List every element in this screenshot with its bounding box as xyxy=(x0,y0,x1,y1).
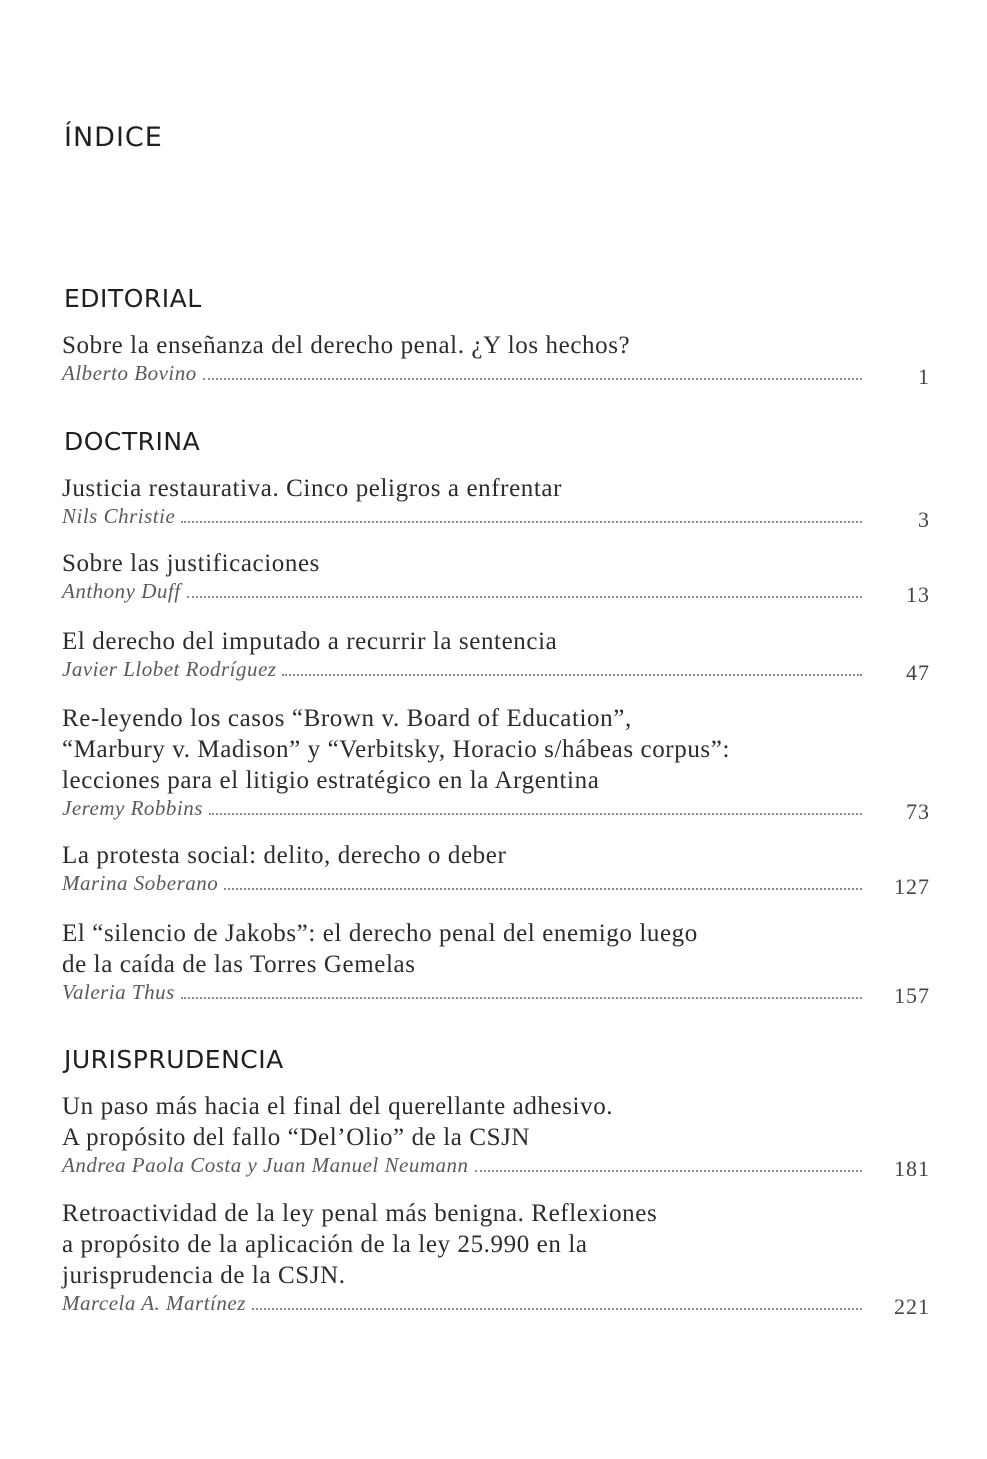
toc-entry xyxy=(62,840,930,899)
section-heading-doctrina: DOCTRINA xyxy=(64,427,201,456)
entry-page-number: 1 xyxy=(918,364,930,389)
entry-title: La protesta social: delito, derecho o deber xyxy=(62,842,507,869)
toc-entry xyxy=(62,548,930,607)
entry-author: Marcela A. Martínez xyxy=(62,1291,246,1315)
dot-leader xyxy=(181,521,862,523)
dot-leader xyxy=(475,1170,862,1172)
toc-entry xyxy=(62,1091,930,1181)
toc-entry xyxy=(62,1198,930,1319)
dot-leader xyxy=(203,378,862,380)
entry-page-number: 221 xyxy=(894,1294,930,1319)
entry-author: Nils Christie xyxy=(62,504,176,528)
entry-title: Sobre las justificaciones xyxy=(62,550,320,577)
dot-leader xyxy=(187,596,862,598)
entry-title: Re-leyendo los casos “Brown v. Board of Education”, “Marbury v. Madison” y “Verbitsky, Horacio s/hábeas corpus”: lecciones para el litigio estratégico en la Argentina xyxy=(62,705,730,794)
section-heading-jurisprudencia: JURISPRUDENCIA xyxy=(64,1045,284,1074)
toc-entry xyxy=(62,626,930,685)
entry-author: Alberto Bovino xyxy=(62,361,197,385)
entry-title: Retroactividad de la ley penal más benigna. Reflexiones a propósito de la aplicación de la ley 25.990 en la jurisprudencia de la CSJN. xyxy=(62,1200,658,1289)
entry-title: Sobre la enseñanza del derecho penal. ¿Y los hechos? xyxy=(62,332,631,359)
entry-page-number: 47 xyxy=(906,660,930,685)
toc-entry xyxy=(62,330,930,389)
entry-author: Javier Llobet Rodríguez xyxy=(62,657,277,681)
entry-title: Un paso más hacia el final del querellante adhesivo. A propósito del fallo “Del’Olio” de la CSJN xyxy=(62,1093,614,1151)
entry-page-number: 73 xyxy=(906,799,930,824)
entry-page-number: 127 xyxy=(894,874,930,899)
entry-title: Justicia restaurativa. Cinco peligros a enfrentar xyxy=(62,475,563,502)
entry-author: Anthony Duff xyxy=(62,579,181,603)
dot-leader xyxy=(252,1308,862,1310)
entry-author: Valeria Thus xyxy=(62,980,175,1004)
entry-title: El derecho del imputado a recurrir la sentencia xyxy=(62,628,558,655)
index-title: ÍNDICE xyxy=(64,122,163,153)
toc-entry xyxy=(62,918,930,1008)
toc-entry xyxy=(62,703,930,824)
entry-page-number: 181 xyxy=(894,1156,930,1181)
section-heading-editorial: EDITORIAL xyxy=(64,284,202,313)
dot-leader xyxy=(209,813,862,815)
dot-leader xyxy=(224,888,862,890)
dot-leader xyxy=(282,674,862,676)
toc-entry xyxy=(62,473,930,532)
dot-leader xyxy=(181,997,862,999)
entry-title: El “silencio de Jakobs”: el derecho penal del enemigo luego de la caída de las Torres Gemelas xyxy=(62,920,698,978)
entry-author: Andrea Paola Costa y Juan Manuel Neumann xyxy=(62,1153,469,1177)
entry-page-number: 3 xyxy=(918,507,930,532)
entry-author: Jeremy Robbins xyxy=(62,796,203,820)
entry-page-number: 13 xyxy=(906,582,930,607)
entry-page-number: 157 xyxy=(894,983,930,1008)
entry-author: Marina Soberano xyxy=(62,871,219,895)
